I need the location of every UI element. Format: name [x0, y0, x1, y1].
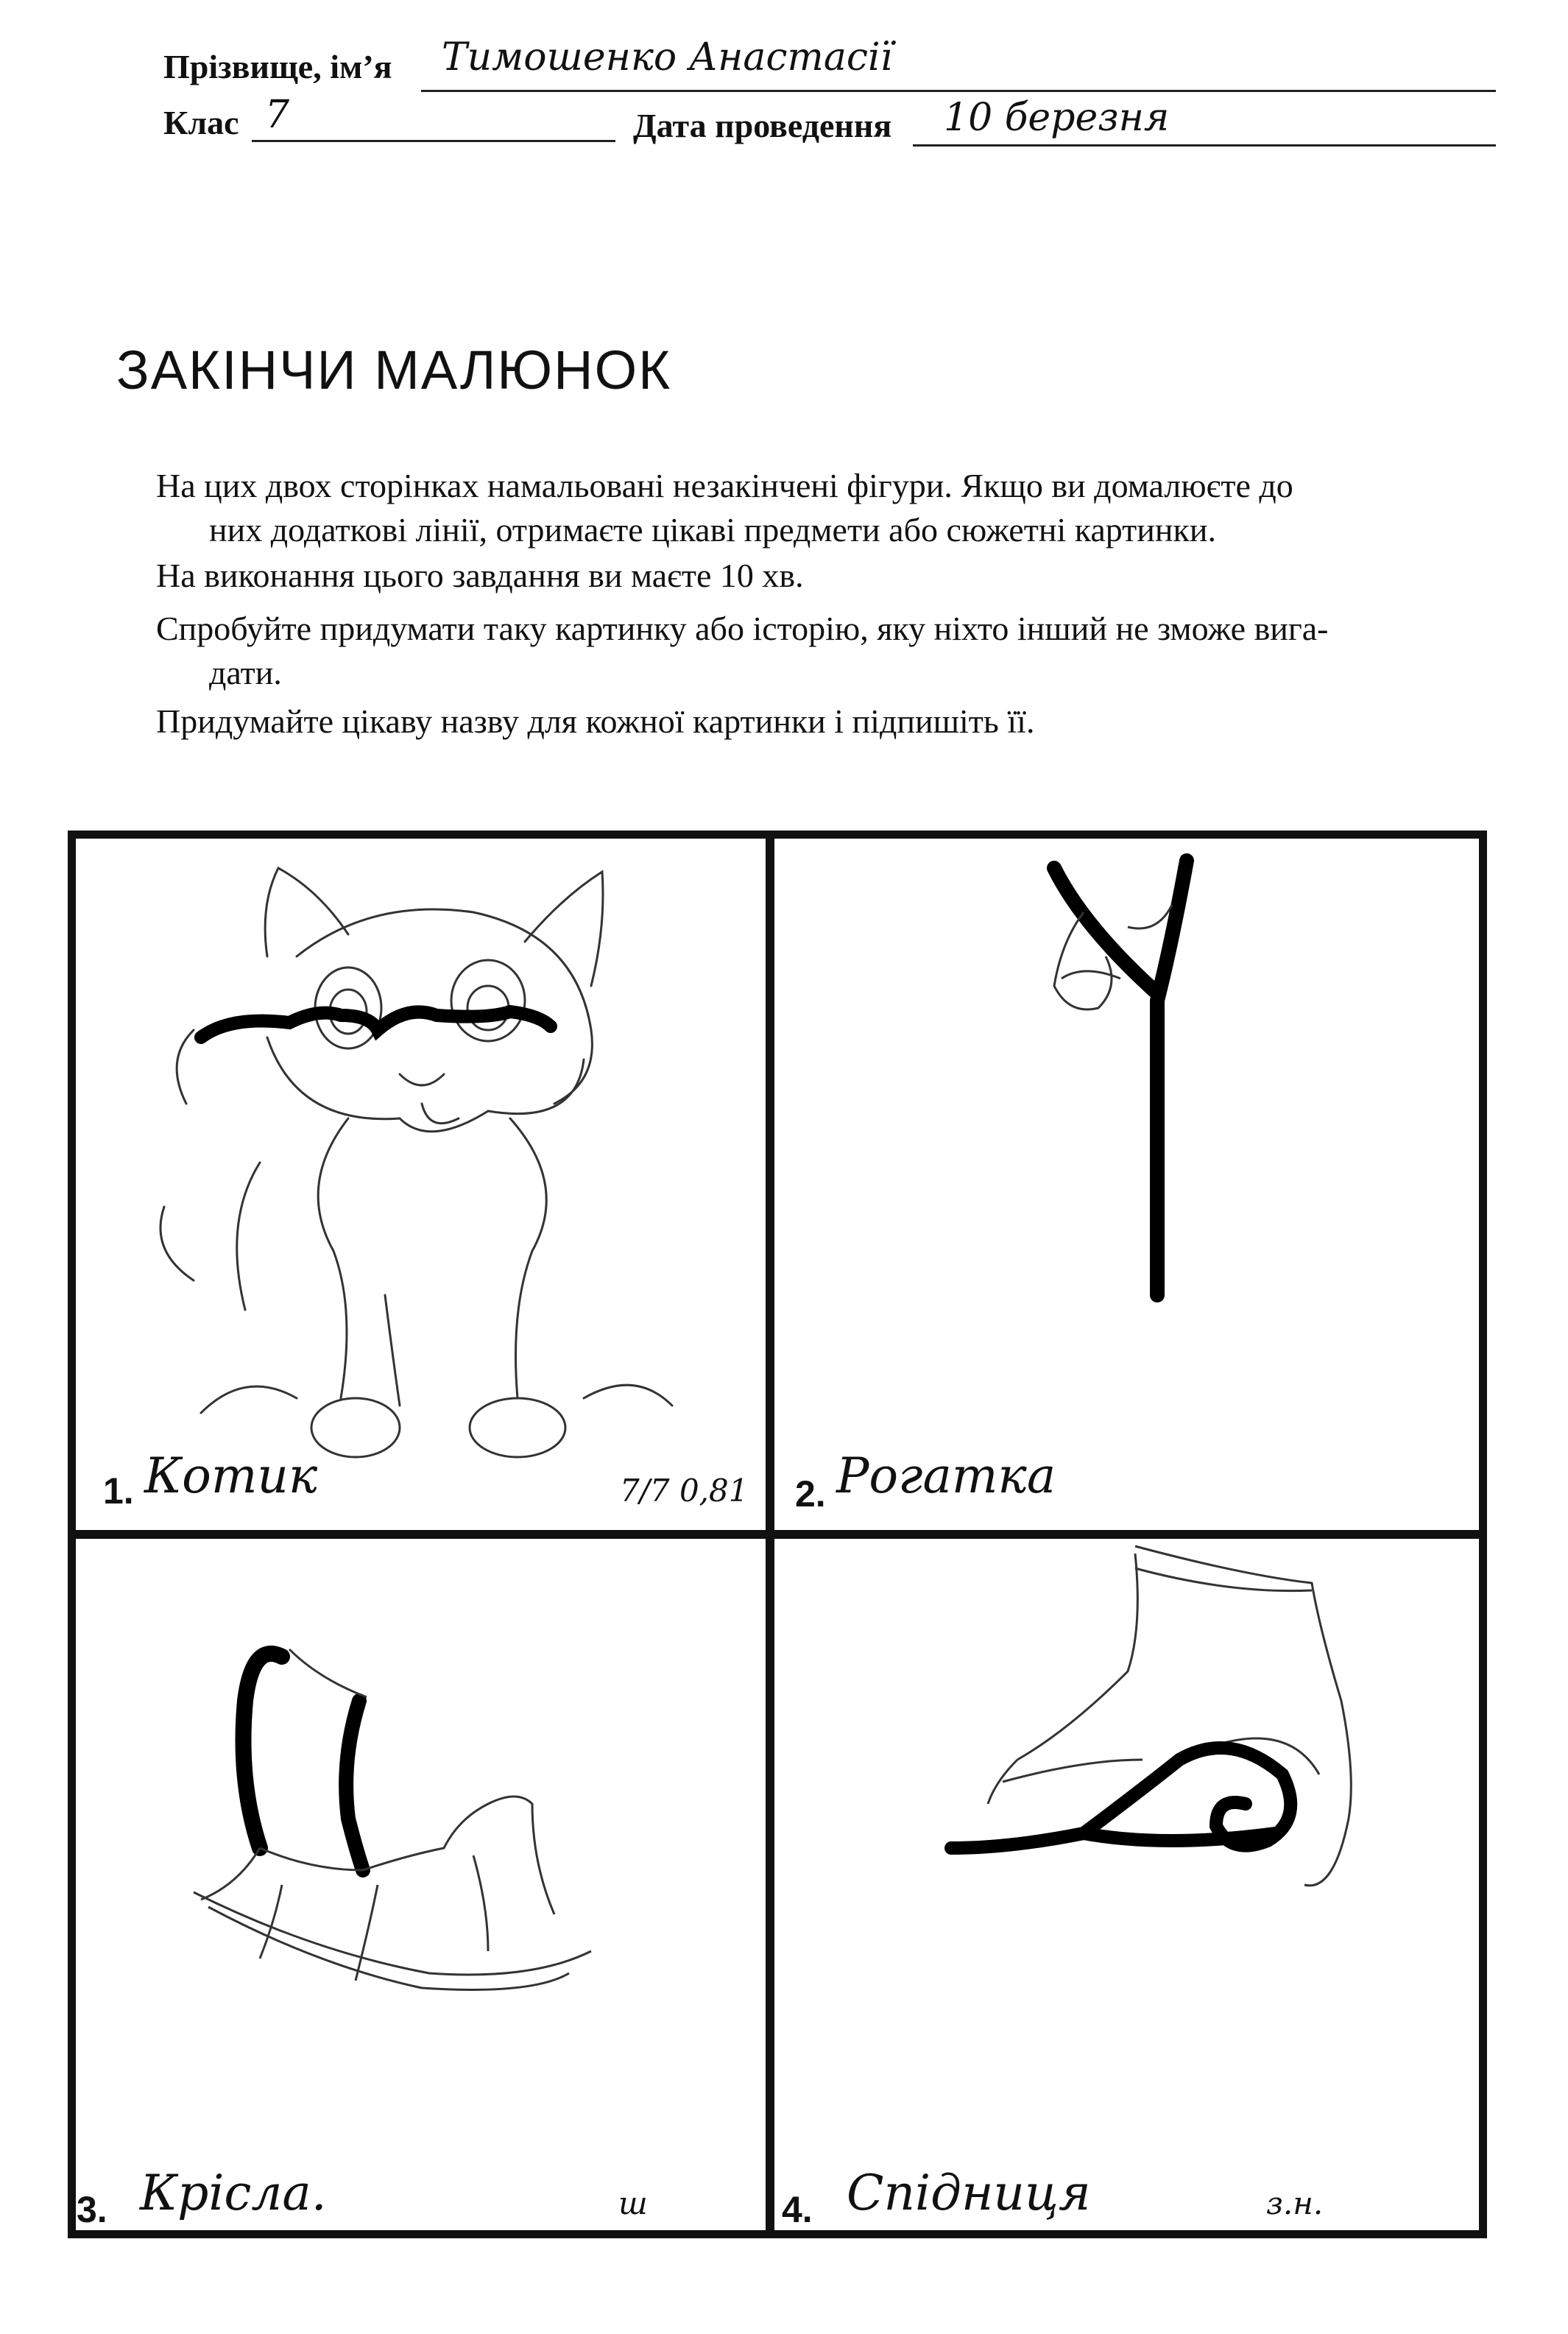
instruction-1-line-2: них додаткові лінії, отримаєте цікаві предмети або сюжетні картинки. — [209, 511, 1216, 549]
date-value: 10 березня — [944, 96, 1170, 140]
instruction-4-line-1: Придумайте цікаву назву для кожної картинки і підпишіть її. — [156, 702, 1035, 740]
instruction-2 — [156, 554, 1496, 598]
panel-1-drawing — [76, 839, 766, 1530]
surname-underline — [421, 90, 1496, 92]
instruction-4 — [156, 699, 1496, 744]
surname-value: Тимошенко Анастасії — [442, 35, 893, 80]
panel-1-caption: Котик — [144, 1448, 318, 1504]
instruction-3-line-1: Спробуйте придумати таку картинку або історію, яку ніхто інший не зможе вига- — [156, 610, 1329, 647]
class-underline — [252, 140, 615, 142]
panel-4-drawing — [774, 1539, 1479, 2230]
page-title: ЗАКІНЧИ МАЛЮНОК — [116, 339, 672, 401]
instruction-3 — [156, 607, 1496, 695]
panel-2-number: 2. — [795, 1473, 826, 1515]
panel-4-mark: з.н. — [1266, 2185, 1324, 2221]
panel-3-caption: Крісла. — [140, 2165, 327, 2221]
instruction-1-line-1: На цих двох сторінках намальовані незакінчені фігури. Якщо ви домалюєте до — [156, 467, 1293, 504]
instruction-2-line-1: На виконання цього завдання ви маєте 10 хв. — [156, 557, 804, 594]
panel-2-drawing — [774, 839, 1479, 1530]
instruction-3-line-2: дати. — [209, 654, 282, 691]
panel-3-number: 3. — [77, 2189, 107, 2230]
panel-1-number: 1. — [103, 1470, 134, 1512]
panel-3-drawing — [76, 1539, 766, 2230]
panel-4-number: 4. — [782, 2189, 813, 2230]
grid-horizontal-divider — [68, 1530, 1487, 1539]
instruction-1 — [156, 464, 1496, 552]
surname-label: Прізвище, ім’я — [163, 48, 392, 85]
class-label: Клас — [163, 104, 239, 141]
panel-4-caption: Спідниця — [847, 2165, 1091, 2221]
panel-1-mark: 7/7 0,81 — [620, 1473, 749, 1509]
panel-3-mark: ш — [618, 2185, 648, 2221]
date-label: Дата проведення — [633, 107, 892, 144]
date-underline — [913, 144, 1496, 147]
panel-2-caption: Рогатка — [836, 1448, 1056, 1504]
class-value: 7 — [265, 93, 290, 137]
